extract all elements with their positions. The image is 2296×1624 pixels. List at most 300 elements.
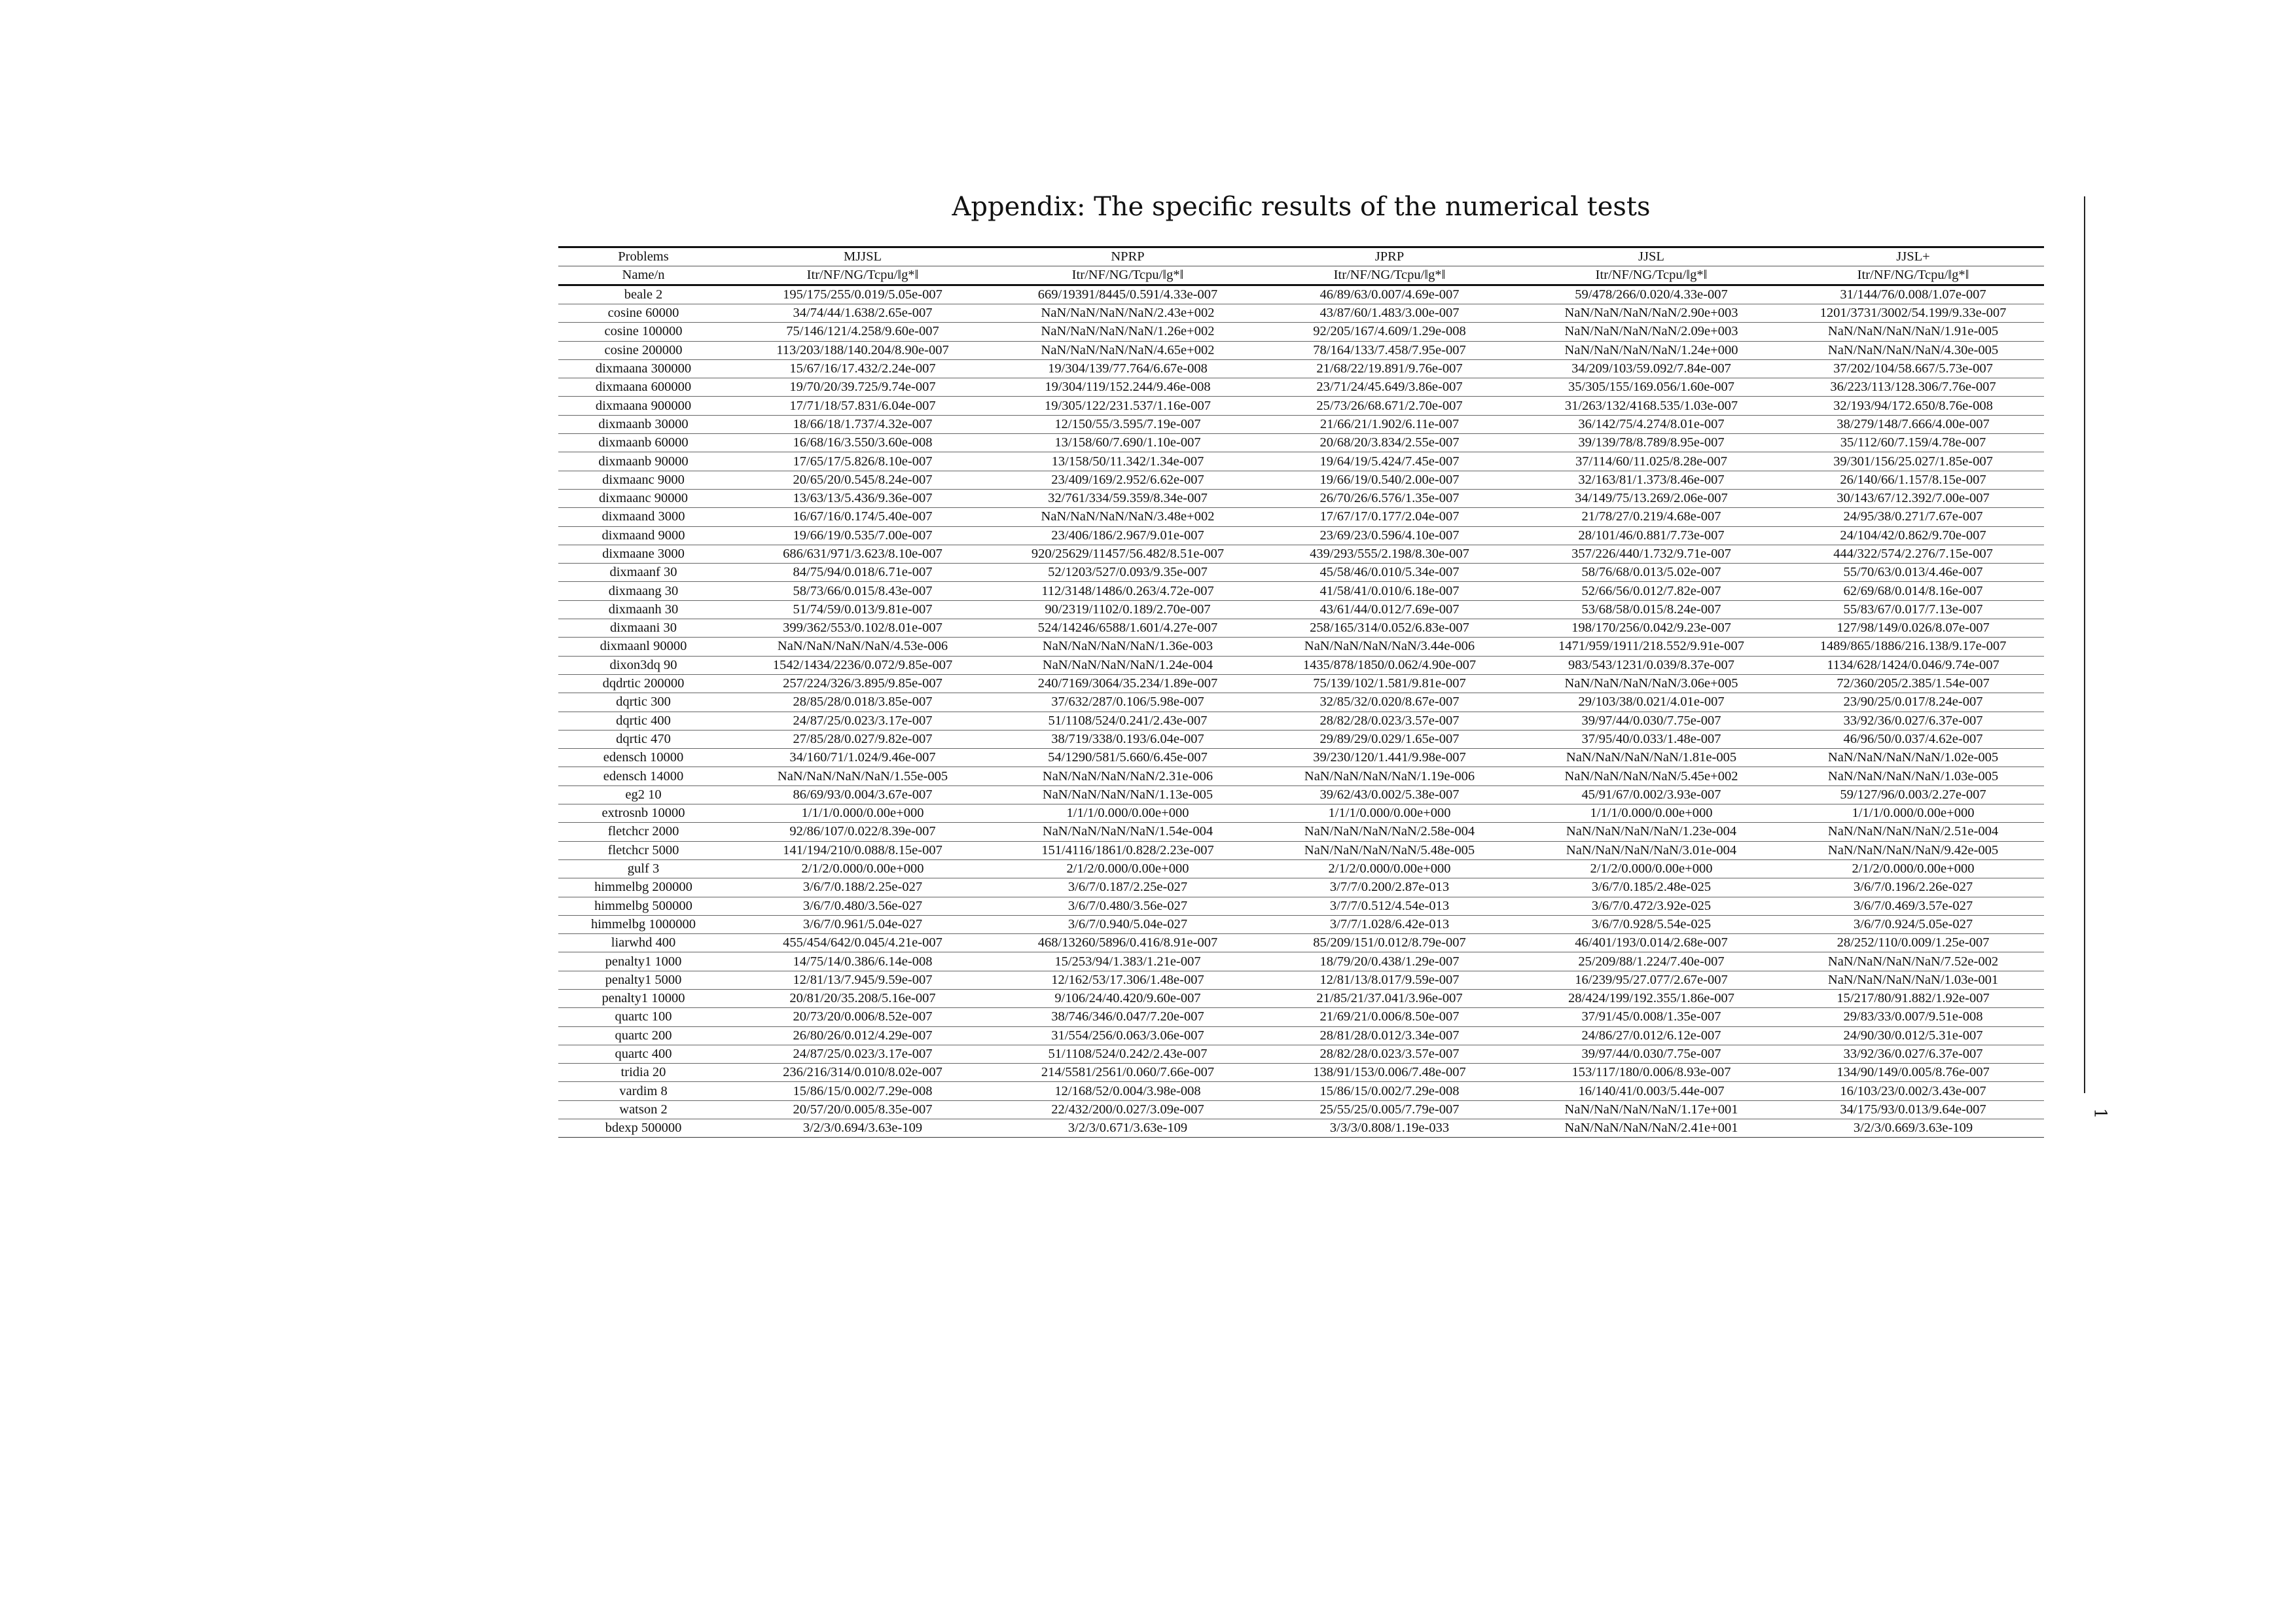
result-cell-jjsl-plus: 55/83/67/0.017/7.13e-007 [1782, 600, 2044, 619]
result-cell-jjsl: 3/6/7/0.185/2.48e-025 [1520, 878, 1782, 897]
result-cell-mjjsl: 86/69/93/0.004/3.67e-007 [728, 785, 997, 804]
problem-name-cell: quartc 100 [558, 1008, 728, 1026]
result-cell-nprp: 2/1/2/0.000/0.00e+000 [997, 859, 1259, 878]
result-cell-mjjsl: 26/80/26/0.012/4.29e-007 [728, 1026, 997, 1045]
table-row [558, 804, 2044, 823]
problem-name-cell: gulf 3 [558, 859, 728, 878]
problem-name-cell: dixmaanb 60000 [558, 434, 728, 452]
result-cell-mjjsl: 92/86/107/0.022/8.39e-007 [728, 823, 997, 841]
result-cell-jjsl-plus: 37/202/104/58.667/5.73e-007 [1782, 359, 2044, 378]
result-cell-jprp: 3/7/7/1.028/6.42e-013 [1259, 915, 1520, 933]
result-cell-jjsl: 32/163/81/1.373/8.46e-007 [1520, 471, 1782, 489]
result-cell-jjsl-plus: 33/92/36/0.027/6.37e-007 [1782, 712, 2044, 730]
result-cell-mjjsl: 27/85/28/0.027/9.82e-007 [728, 730, 997, 748]
table-row [558, 285, 2044, 304]
result-cell-mjjsl: 20/57/20/0.005/8.35e-007 [728, 1100, 997, 1119]
result-cell-jjsl: 35/305/155/169.056/1.60e-007 [1520, 378, 1782, 397]
table-header [558, 247, 2044, 285]
problem-name-cell: himmelbg 200000 [558, 878, 728, 897]
result-cell-jprp: 25/55/25/0.005/7.79e-007 [1259, 1100, 1520, 1119]
result-cell-jprp: 29/89/29/0.029/1.65e-007 [1259, 730, 1520, 748]
result-cell-mjjsl: 20/81/20/35.208/5.16e-007 [728, 989, 997, 1007]
result-cell-mjjsl: 13/63/13/5.436/9.36e-007 [728, 489, 997, 507]
result-cell-nprp: NaN/NaN/NaN/NaN/1.13e-005 [997, 785, 1259, 804]
result-cell-nprp: 37/632/287/0.106/5.98e-007 [997, 693, 1259, 712]
table-row [558, 767, 2044, 785]
column-subheader-nprp: Itr/NF/NG/Tcpu/‖g*‖ [997, 266, 1259, 285]
result-cell-mjjsl: NaN/NaN/NaN/NaN/1.55e-005 [728, 767, 997, 785]
result-cell-jjsl-plus: NaN/NaN/NaN/NaN/1.03e-005 [1782, 767, 2044, 785]
table-row [558, 934, 2044, 952]
result-cell-mjjsl: 15/67/16/17.432/2.24e-007 [728, 359, 997, 378]
result-cell-jprp: 1/1/1/0.000/0.00e+000 [1259, 804, 1520, 823]
result-cell-jjsl-plus: 29/83/33/0.007/9.51e-008 [1782, 1008, 2044, 1026]
result-cell-nprp: 1/1/1/0.000/0.00e+000 [997, 804, 1259, 823]
result-cell-jjsl-plus: NaN/NaN/NaN/NaN/4.30e-005 [1782, 341, 2044, 359]
result-cell-jprp: 258/165/314/0.052/6.83e-007 [1259, 619, 1520, 638]
table-row [558, 619, 2044, 638]
result-cell-jjsl-plus: 32/193/94/172.650/8.76e-008 [1782, 397, 2044, 415]
result-cell-jjsl: NaN/NaN/NaN/NaN/3.01e-004 [1520, 841, 1782, 859]
table-row [558, 323, 2044, 341]
result-cell-jjsl: 37/95/40/0.033/1.48e-007 [1520, 730, 1782, 748]
result-cell-nprp: 23/409/169/2.952/6.62e-007 [997, 471, 1259, 489]
result-cell-jjsl: 3/6/7/0.928/5.54e-025 [1520, 915, 1782, 933]
result-cell-jjsl: 29/103/38/0.021/4.01e-007 [1520, 693, 1782, 712]
result-cell-jjsl-plus: 28/252/110/0.009/1.25e-007 [1782, 934, 2044, 952]
result-cell-mjjsl: 257/224/326/3.895/9.85e-007 [728, 674, 997, 693]
result-cell-jjsl-plus: 3/6/7/0.196/2.26e-027 [1782, 878, 2044, 897]
problem-name-cell: quartc 200 [558, 1026, 728, 1045]
result-cell-nprp: NaN/NaN/NaN/NaN/2.43e+002 [997, 304, 1259, 323]
table-row [558, 434, 2044, 452]
result-cell-mjjsl: 2/1/2/0.000/0.00e+000 [728, 859, 997, 878]
problem-name-cell: eg2 10 [558, 785, 728, 804]
result-cell-jjsl-plus: 33/92/36/0.027/6.37e-007 [1782, 1045, 2044, 1063]
problem-name-cell: penalty1 1000 [558, 952, 728, 971]
result-cell-nprp: 12/168/52/0.004/3.98e-008 [997, 1082, 1259, 1100]
table-row [558, 878, 2044, 897]
result-cell-mjjsl: 686/631/971/3.623/8.10e-007 [728, 545, 997, 563]
result-cell-mjjsl: 1/1/1/0.000/0.00e+000 [728, 804, 997, 823]
result-cell-jprp: 18/79/20/0.438/1.29e-007 [1259, 952, 1520, 971]
result-cell-nprp: 31/554/256/0.063/3.06e-007 [997, 1026, 1259, 1045]
result-cell-jprp: NaN/NaN/NaN/NaN/2.58e-004 [1259, 823, 1520, 841]
result-cell-nprp: 38/719/338/0.193/6.04e-007 [997, 730, 1259, 748]
problem-name-cell: edensch 10000 [558, 749, 728, 767]
result-cell-jjsl: NaN/NaN/NaN/NaN/2.09e+003 [1520, 323, 1782, 341]
result-cell-nprp: NaN/NaN/NaN/NaN/1.36e-003 [997, 638, 1259, 656]
table-row [558, 1082, 2044, 1100]
result-cell-jjsl: 2/1/2/0.000/0.00e+000 [1520, 859, 1782, 878]
result-cell-nprp: NaN/NaN/NaN/NaN/2.31e-006 [997, 767, 1259, 785]
result-cell-jjsl: 52/66/56/0.012/7.82e-007 [1520, 582, 1782, 600]
problem-name-cell: fletchcr 2000 [558, 823, 728, 841]
result-cell-mjjsl: 15/86/15/0.002/7.29e-008 [728, 1082, 997, 1100]
result-cell-nprp: 38/746/346/0.047/7.20e-007 [997, 1008, 1259, 1026]
result-cell-nprp: NaN/NaN/NaN/NaN/1.24e-004 [997, 656, 1259, 674]
problem-name-cell: dixmaane 3000 [558, 545, 728, 563]
result-cell-mjjsl: 455/454/642/0.045/4.21e-007 [728, 934, 997, 952]
result-cell-jprp: 92/205/167/4.609/1.29e-008 [1259, 323, 1520, 341]
problem-name-cell: penalty1 5000 [558, 971, 728, 989]
result-cell-jjsl-plus: 62/69/68/0.014/8.16e-007 [1782, 582, 2044, 600]
result-cell-jjsl-plus: 15/217/80/91.882/1.92e-007 [1782, 989, 2044, 1007]
header-row-methods [558, 247, 2044, 266]
result-cell-nprp: 3/6/7/0.187/2.25e-027 [997, 878, 1259, 897]
result-cell-mjjsl: 3/6/7/0.188/2.25e-027 [728, 878, 997, 897]
result-cell-mjjsl: 14/75/14/0.386/6.14e-008 [728, 952, 997, 971]
table-row [558, 545, 2044, 563]
result-cell-nprp: 3/2/3/0.671/3.63e-109 [997, 1119, 1259, 1138]
result-cell-mjjsl: 19/70/20/39.725/9.74e-007 [728, 378, 997, 397]
result-cell-jjsl: 31/263/132/4168.535/1.03e-007 [1520, 397, 1782, 415]
result-cell-jjsl: 39/97/44/0.030/7.75e-007 [1520, 712, 1782, 730]
result-cell-jjsl: 45/91/67/0.002/3.93e-007 [1520, 785, 1782, 804]
problem-name-cell: quartc 400 [558, 1045, 728, 1063]
result-cell-jprp: 85/209/151/0.012/8.79e-007 [1259, 934, 1520, 952]
result-cell-jprp: 21/85/21/37.041/3.96e-007 [1259, 989, 1520, 1007]
header-row-metrics [558, 266, 2044, 285]
table-row [558, 989, 2044, 1007]
result-cell-nprp: 3/6/7/0.940/5.04e-027 [997, 915, 1259, 933]
result-cell-jjsl-plus: 34/175/93/0.013/9.64e-007 [1782, 1100, 2044, 1119]
result-cell-mjjsl: 24/87/25/0.023/3.17e-007 [728, 1045, 997, 1063]
table-row [558, 1100, 2044, 1119]
table-row [558, 859, 2044, 878]
table-row [558, 600, 2044, 619]
problem-name-cell: dqrtic 470 [558, 730, 728, 748]
problem-name-cell: watson 2 [558, 1100, 728, 1119]
result-cell-jjsl-plus: 3/6/7/0.924/5.05e-027 [1782, 915, 2044, 933]
result-cell-jjsl: 37/114/60/11.025/8.28e-007 [1520, 452, 1782, 471]
result-cell-mjjsl: 113/203/188/140.204/8.90e-007 [728, 341, 997, 359]
result-cell-nprp: 32/761/334/59.359/8.34e-007 [997, 489, 1259, 507]
result-cell-jjsl-plus: NaN/NaN/NaN/NaN/9.42e-005 [1782, 841, 2044, 859]
result-cell-jprp: 1435/878/1850/0.062/4.90e-007 [1259, 656, 1520, 674]
table-row [558, 564, 2044, 582]
result-cell-jjsl-plus: 3/6/7/0.469/3.57e-027 [1782, 897, 2044, 915]
result-cell-jjsl: 25/209/88/1.224/7.40e-007 [1520, 952, 1782, 971]
problem-name-cell: cosine 200000 [558, 341, 728, 359]
page-number: 1 [2090, 1108, 2110, 1119]
table-row [558, 471, 2044, 489]
result-cell-jjsl: NaN/NaN/NaN/NaN/3.06e+005 [1520, 674, 1782, 693]
result-cell-jjsl-plus: 26/140/66/1.157/8.15e-007 [1782, 471, 2044, 489]
table-row [558, 674, 2044, 693]
result-cell-jjsl: 1471/959/1911/218.552/9.91e-007 [1520, 638, 1782, 656]
result-cell-jprp: NaN/NaN/NaN/NaN/5.48e-005 [1259, 841, 1520, 859]
result-cell-jjsl: 1/1/1/0.000/0.00e+000 [1520, 804, 1782, 823]
result-cell-jprp: 12/81/13/8.017/9.59e-007 [1259, 971, 1520, 989]
result-cell-jjsl-plus: 38/279/148/7.666/4.00e-007 [1782, 415, 2044, 433]
result-cell-jjsl: NaN/NaN/NaN/NaN/1.24e+000 [1520, 341, 1782, 359]
table-row [558, 712, 2044, 730]
table-row [558, 656, 2044, 674]
result-cell-jjsl: 46/401/193/0.014/2.68e-007 [1520, 934, 1782, 952]
result-cell-nprp: NaN/NaN/NaN/NaN/3.48e+002 [997, 508, 1259, 526]
problem-name-cell: dixmaanb 30000 [558, 415, 728, 433]
result-cell-jjsl: 16/140/41/0.003/5.44e-007 [1520, 1082, 1782, 1100]
result-cell-jjsl-plus: 1/1/1/0.000/0.00e+000 [1782, 804, 2044, 823]
result-cell-nprp: NaN/NaN/NaN/NaN/4.65e+002 [997, 341, 1259, 359]
result-cell-mjjsl: 16/67/16/0.174/5.40e-007 [728, 508, 997, 526]
results-table [558, 246, 2044, 1138]
result-cell-jprp: 21/68/22/19.891/9.76e-007 [1259, 359, 1520, 378]
column-header-nprp: NPRP [997, 247, 1259, 266]
result-cell-jprp: 3/7/7/0.200/2.87e-013 [1259, 878, 1520, 897]
result-cell-jjsl-plus: 1489/865/1886/216.138/9.17e-007 [1782, 638, 2044, 656]
table-row [558, 952, 2044, 971]
result-cell-jprp: 21/69/21/0.006/8.50e-007 [1259, 1008, 1520, 1026]
result-cell-jjsl-plus: 2/1/2/0.000/0.00e+000 [1782, 859, 2044, 878]
table-row [558, 1026, 2044, 1045]
result-cell-mjjsl: 16/68/16/3.550/3.60e-008 [728, 434, 997, 452]
result-cell-mjjsl: NaN/NaN/NaN/NaN/4.53e-006 [728, 638, 997, 656]
problem-name-cell: dqrtic 300 [558, 693, 728, 712]
result-cell-mjjsl: 17/71/18/57.831/6.04e-007 [728, 397, 997, 415]
result-cell-jjsl-plus: 444/322/574/2.276/7.15e-007 [1782, 545, 2044, 563]
result-cell-jjsl: NaN/NaN/NaN/NaN/1.81e-005 [1520, 749, 1782, 767]
column-subheader-problem: Name/n [558, 266, 728, 285]
result-cell-nprp: 13/158/50/11.342/1.34e-007 [997, 452, 1259, 471]
result-cell-jjsl: 24/86/27/0.012/6.12e-007 [1520, 1026, 1782, 1045]
result-cell-jprp: 78/164/133/7.458/7.95e-007 [1259, 341, 1520, 359]
table-row [558, 897, 2044, 915]
result-cell-jjsl: 34/209/103/59.092/7.84e-007 [1520, 359, 1782, 378]
result-cell-jjsl: 39/97/44/0.030/7.75e-007 [1520, 1045, 1782, 1063]
result-cell-nprp: 9/106/24/40.420/9.60e-007 [997, 989, 1259, 1007]
result-cell-jjsl: 198/170/256/0.042/9.23e-007 [1520, 619, 1782, 638]
column-subheader-mjjsl: Itr/NF/NG/Tcpu/‖g*‖ [728, 266, 997, 285]
result-cell-jjsl-plus: NaN/NaN/NaN/NaN/2.51e-004 [1782, 823, 2044, 841]
result-cell-mjjsl: 17/65/17/5.826/8.10e-007 [728, 452, 997, 471]
table-row [558, 915, 2044, 933]
result-cell-mjjsl: 51/74/59/0.013/9.81e-007 [728, 600, 997, 619]
result-cell-jjsl-plus: 59/127/96/0.003/2.27e-007 [1782, 785, 2044, 804]
result-cell-jjsl: 34/149/75/13.269/2.06e-007 [1520, 489, 1782, 507]
result-cell-jjsl: 28/424/199/192.355/1.86e-007 [1520, 989, 1782, 1007]
result-cell-jprp: 23/69/23/0.596/4.10e-007 [1259, 526, 1520, 545]
result-cell-nprp: 112/3148/1486/0.263/4.72e-007 [997, 582, 1259, 600]
problem-name-cell: dqdrtic 200000 [558, 674, 728, 693]
result-cell-jjsl-plus: 134/90/149/0.005/8.76e-007 [1782, 1064, 2044, 1082]
problem-name-cell: himmelbg 500000 [558, 897, 728, 915]
result-cell-jjsl: 357/226/440/1.732/9.71e-007 [1520, 545, 1782, 563]
result-cell-jjsl-plus: 39/301/156/25.027/1.85e-007 [1782, 452, 2044, 471]
problem-name-cell: dixmaanc 90000 [558, 489, 728, 507]
result-cell-jprp: 3/3/3/0.808/1.19e-033 [1259, 1119, 1520, 1138]
result-cell-mjjsl: 20/73/20/0.006/8.52e-007 [728, 1008, 997, 1026]
result-cell-nprp: 19/304/119/152.244/9.46e-008 [997, 378, 1259, 397]
table-row [558, 582, 2044, 600]
column-header-problem: Problems [558, 247, 728, 266]
table-row [558, 785, 2044, 804]
result-cell-mjjsl: 12/81/13/7.945/9.59e-007 [728, 971, 997, 989]
result-cell-jjsl: 53/68/58/0.015/8.24e-007 [1520, 600, 1782, 619]
result-cell-jprp: 17/67/17/0.177/2.04e-007 [1259, 508, 1520, 526]
column-header-jjsl-plus: JJSL+ [1782, 247, 2044, 266]
result-cell-jjsl-plus: 3/2/3/0.669/3.63e-109 [1782, 1119, 2044, 1138]
result-cell-jprp: 439/293/555/2.198/8.30e-007 [1259, 545, 1520, 563]
problem-name-cell: dixmaanl 90000 [558, 638, 728, 656]
result-cell-jjsl-plus: 30/143/67/12.392/7.00e-007 [1782, 489, 2044, 507]
problem-name-cell: fletchcr 5000 [558, 841, 728, 859]
problem-name-cell: dixmaang 30 [558, 582, 728, 600]
problem-name-cell: edensch 14000 [558, 767, 728, 785]
result-cell-jjsl: NaN/NaN/NaN/NaN/1.23e-004 [1520, 823, 1782, 841]
column-subheader-jprp: Itr/NF/NG/Tcpu/‖g*‖ [1259, 266, 1520, 285]
result-cell-jprp: 15/86/15/0.002/7.29e-008 [1259, 1082, 1520, 1100]
result-cell-mjjsl: 3/6/7/0.480/3.56e-027 [728, 897, 997, 915]
problem-name-cell: dixmaand 3000 [558, 508, 728, 526]
table-row [558, 489, 2044, 507]
result-cell-jprp: 39/62/43/0.002/5.38e-007 [1259, 785, 1520, 804]
table-row [558, 841, 2044, 859]
result-cell-jjsl-plus: 16/103/23/0.002/3.43e-007 [1782, 1082, 2044, 1100]
result-cell-nprp: 22/432/200/0.027/3.09e-007 [997, 1100, 1259, 1119]
problem-name-cell: extrosnb 10000 [558, 804, 728, 823]
result-cell-nprp: 52/1203/527/0.093/9.35e-007 [997, 564, 1259, 582]
result-cell-jjsl: NaN/NaN/NaN/NaN/2.41e+001 [1520, 1119, 1782, 1138]
result-cell-nprp: 3/6/7/0.480/3.56e-027 [997, 897, 1259, 915]
result-cell-jjsl: 3/6/7/0.472/3.92e-025 [1520, 897, 1782, 915]
result-cell-jjsl: NaN/NaN/NaN/NaN/1.17e+001 [1520, 1100, 1782, 1119]
result-cell-jjsl-plus: 24/95/38/0.271/7.67e-007 [1782, 508, 2044, 526]
result-cell-nprp: 13/158/60/7.690/1.10e-007 [997, 434, 1259, 452]
result-cell-nprp: 90/2319/1102/0.189/2.70e-007 [997, 600, 1259, 619]
result-cell-jprp: 19/64/19/5.424/7.45e-007 [1259, 452, 1520, 471]
problem-name-cell: beale 2 [558, 285, 728, 304]
result-cell-nprp: 19/304/139/77.764/6.67e-008 [997, 359, 1259, 378]
problem-name-cell: dqrtic 400 [558, 712, 728, 730]
table-row [558, 341, 2044, 359]
result-cell-jjsl: 21/78/27/0.219/4.68e-007 [1520, 508, 1782, 526]
table-row [558, 749, 2044, 767]
result-cell-jprp: 21/66/21/1.902/6.11e-007 [1259, 415, 1520, 433]
column-header-jprp: JPRP [1259, 247, 1520, 266]
table-row [558, 638, 2044, 656]
table-row [558, 1008, 2044, 1026]
result-cell-mjjsl: 236/216/314/0.010/8.02e-007 [728, 1064, 997, 1082]
result-cell-jprp: 28/81/28/0.012/3.34e-007 [1259, 1026, 1520, 1045]
result-cell-jprp: 28/82/28/0.023/3.57e-007 [1259, 712, 1520, 730]
result-cell-mjjsl: 3/6/7/0.961/5.04e-027 [728, 915, 997, 933]
result-cell-jjsl-plus: 55/70/63/0.013/4.46e-007 [1782, 564, 2044, 582]
problem-name-cell: dixmaanf 30 [558, 564, 728, 582]
problem-name-cell: penalty1 10000 [558, 989, 728, 1007]
result-cell-jprp: 46/89/63/0.007/4.69e-007 [1259, 285, 1520, 304]
result-cell-jjsl-plus: 24/104/42/0.862/9.70e-007 [1782, 526, 2044, 545]
table-row [558, 693, 2044, 712]
result-cell-jjsl: 36/142/75/4.274/8.01e-007 [1520, 415, 1782, 433]
result-cell-jprp: 75/139/102/1.581/9.81e-007 [1259, 674, 1520, 693]
column-header-mjjsl: MJJSL [728, 247, 997, 266]
problem-name-cell: dixmaana 900000 [558, 397, 728, 415]
table-row [558, 304, 2044, 323]
result-cell-nprp: 54/1290/581/5.660/6.45e-007 [997, 749, 1259, 767]
result-cell-mjjsl: 1542/1434/2236/0.072/9.85e-007 [728, 656, 997, 674]
result-cell-jjsl-plus: 1201/3731/3002/54.199/9.33e-007 [1782, 304, 2044, 323]
result-cell-jprp: 39/230/120/1.441/9.98e-007 [1259, 749, 1520, 767]
result-cell-mjjsl: 19/66/19/0.535/7.00e-007 [728, 526, 997, 545]
result-cell-jprp: 25/73/26/68.671/2.70e-007 [1259, 397, 1520, 415]
problem-name-cell: tridia 20 [558, 1064, 728, 1082]
result-cell-mjjsl: 28/85/28/0.018/3.85e-007 [728, 693, 997, 712]
result-cell-mjjsl: 84/75/94/0.018/6.71e-007 [728, 564, 997, 582]
result-cell-jjsl-plus: 31/144/76/0.008/1.07e-007 [1782, 285, 2044, 304]
problem-name-cell: cosine 60000 [558, 304, 728, 323]
result-cell-mjjsl: 24/87/25/0.023/3.17e-007 [728, 712, 997, 730]
table-row [558, 1064, 2044, 1082]
result-cell-nprp: 51/1108/524/0.242/2.43e-007 [997, 1045, 1259, 1063]
result-cell-nprp: 669/19391/8445/0.591/4.33e-007 [997, 285, 1259, 304]
problem-name-cell: dixmaanc 9000 [558, 471, 728, 489]
problem-name-cell: dixmaani 30 [558, 619, 728, 638]
result-cell-jjsl-plus: 36/223/113/128.306/7.76e-007 [1782, 378, 2044, 397]
result-cell-mjjsl: 20/65/20/0.545/8.24e-007 [728, 471, 997, 489]
result-cell-jjsl-plus: 127/98/149/0.026/8.07e-007 [1782, 619, 2044, 638]
result-cell-nprp: 15/253/94/1.383/1.21e-007 [997, 952, 1259, 971]
problem-name-cell: vardim 8 [558, 1082, 728, 1100]
result-cell-mjjsl: 75/146/121/4.258/9.60e-007 [728, 323, 997, 341]
result-cell-nprp: 12/150/55/3.595/7.19e-007 [997, 415, 1259, 433]
result-cell-nprp: 214/5581/2561/0.060/7.66e-007 [997, 1064, 1259, 1082]
result-cell-jjsl: 59/478/266/0.020/4.33e-007 [1520, 285, 1782, 304]
result-cell-jjsl: NaN/NaN/NaN/NaN/2.90e+003 [1520, 304, 1782, 323]
result-cell-jjsl-plus: NaN/NaN/NaN/NaN/1.03e-001 [1782, 971, 2044, 989]
result-cell-jjsl-plus: NaN/NaN/NaN/NaN/1.91e-005 [1782, 323, 2044, 341]
result-cell-nprp: 920/25629/11457/56.482/8.51e-007 [997, 545, 1259, 563]
table-row [558, 508, 2044, 526]
result-cell-jprp: 32/85/32/0.020/8.67e-007 [1259, 693, 1520, 712]
result-cell-jprp: 23/71/24/45.649/3.86e-007 [1259, 378, 1520, 397]
table-row [558, 1119, 2044, 1138]
result-cell-mjjsl: 3/2/3/0.694/3.63e-109 [728, 1119, 997, 1138]
result-cell-jjsl-plus: 23/90/25/0.017/8.24e-007 [1782, 693, 2044, 712]
result-cell-jjsl: 153/117/180/0.006/8.93e-007 [1520, 1064, 1782, 1082]
result-cell-jprp: NaN/NaN/NaN/NaN/3.44e-006 [1259, 638, 1520, 656]
table-row [558, 378, 2044, 397]
result-cell-mjjsl: 58/73/66/0.015/8.43e-007 [728, 582, 997, 600]
result-cell-mjjsl: 141/194/210/0.088/8.15e-007 [728, 841, 997, 859]
result-cell-jjsl-plus: NaN/NaN/NaN/NaN/1.02e-005 [1782, 749, 2044, 767]
result-cell-jprp: 45/58/46/0.010/5.34e-007 [1259, 564, 1520, 582]
result-cell-jjsl: 39/139/78/8.789/8.95e-007 [1520, 434, 1782, 452]
problem-name-cell: dixmaana 300000 [558, 359, 728, 378]
result-cell-nprp: 151/4116/1861/0.828/2.23e-007 [997, 841, 1259, 859]
result-cell-nprp: 23/406/186/2.967/9.01e-007 [997, 526, 1259, 545]
result-cell-jprp: 41/58/41/0.010/6.18e-007 [1259, 582, 1520, 600]
result-cell-nprp: NaN/NaN/NaN/NaN/1.54e-004 [997, 823, 1259, 841]
result-cell-mjjsl: 34/160/71/1.024/9.46e-007 [728, 749, 997, 767]
result-cell-mjjsl: 34/74/44/1.638/2.65e-007 [728, 304, 997, 323]
page-side-rule [2084, 196, 2085, 1093]
result-cell-jjsl: NaN/NaN/NaN/NaN/5.45e+002 [1520, 767, 1782, 785]
table-row [558, 397, 2044, 415]
table-body [558, 285, 2044, 1138]
result-cell-nprp: 51/1108/524/0.241/2.43e-007 [997, 712, 1259, 730]
result-cell-jprp: 138/91/153/0.006/7.48e-007 [1259, 1064, 1520, 1082]
result-cell-nprp: 19/305/122/231.537/1.16e-007 [997, 397, 1259, 415]
result-cell-jprp: 26/70/26/6.576/1.35e-007 [1259, 489, 1520, 507]
result-cell-jjsl-plus: 24/90/30/0.012/5.31e-007 [1782, 1026, 2044, 1045]
result-cell-jprp: 19/66/19/0.540/2.00e-007 [1259, 471, 1520, 489]
problem-name-cell: dixmaanb 90000 [558, 452, 728, 471]
result-cell-nprp: 524/14246/6588/1.601/4.27e-007 [997, 619, 1259, 638]
table-row [558, 823, 2044, 841]
problem-name-cell: dixmaanh 30 [558, 600, 728, 619]
